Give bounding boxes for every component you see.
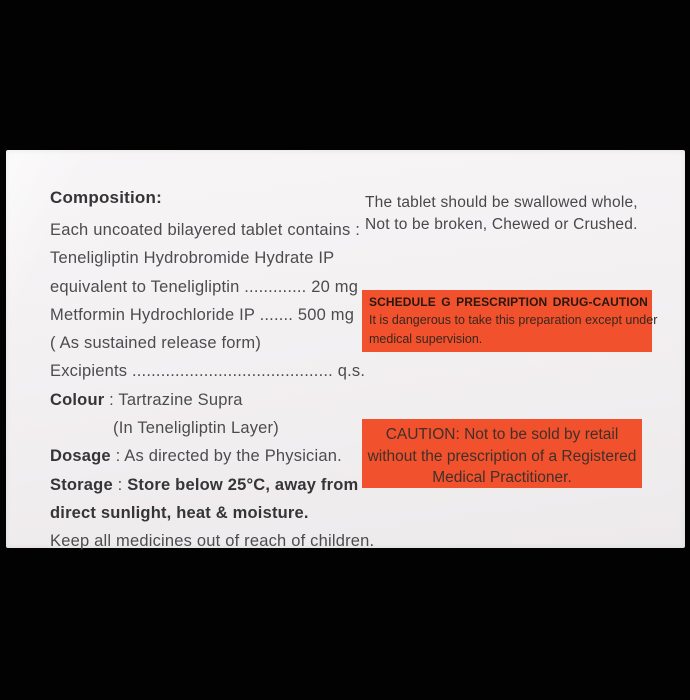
composition-line-label: Colour [50,390,105,409]
retail-caution-line: without the prescription of a Registered [367,447,637,465]
administration-note-line: The tablet should be swallowed whole, [365,194,638,211]
retail-caution-line: Medical Practitioner. [432,469,572,486]
composition-line-text: : As directed by the Physician. [110,447,342,466]
composition-line-text: Keep all medicines out of reach of children. [50,532,375,551]
composition-line [50,357,374,385]
schedule-g-warning-box [362,290,658,352]
composition-line [50,414,374,442]
composition-lines [50,216,374,556]
composition-line [50,244,374,272]
composition-line-label: direct sunlight, heat & moisture. [50,503,309,522]
label-panel [6,150,685,551]
administration-note [365,192,638,236]
administration-note-line: Not to be broken, Chewed or Crushed. [365,216,638,233]
composition-line-text: Excipients .......................................... q.s. [50,362,366,381]
composition-line [50,329,374,357]
retail-caution-box [362,419,642,488]
composition-line-text: : Tartrazine Supra [104,390,243,409]
composition-line-label: Dosage [50,447,111,466]
composition-line [50,442,374,470]
composition-line-text: (In Teneligliptin Layer) [113,419,279,438]
schedule-g-title: SCHEDULE G PRESCRIPTION DRUG-CAUTION [369,295,648,309]
composition-line-text: Each uncoated bilayered tablet contains : [50,221,360,239]
composition-line-text: equivalent to Teneligliptin ............. 20 mg [50,277,359,296]
composition-line-text: ( As sustained release form) [50,334,262,353]
composition-line [50,301,374,329]
schedule-g-body-line: medical supervision. [369,331,483,346]
schedule-g-body [369,311,658,348]
composition-line-label: Storage [50,475,113,494]
composition-line-label: Store below 25°C, away from [127,475,359,494]
composition-line [50,216,374,244]
composition-line [50,273,374,301]
retail-caution-text [362,424,642,489]
composition-line-text: Teneligliptin Hydrobromide Hydrate IP [50,249,335,268]
composition-line [50,499,374,527]
composition-heading: Composition: [50,188,162,207]
composition-line-text: : [112,475,128,494]
schedule-g-body-line: It is dangerous to take this preparation except under [369,313,658,327]
composition-line-text: Metformin Hydrochloride IP ....... 500 mg [50,305,355,324]
retail-caution-line: CAUTION: Not to be sold by retail [385,426,619,443]
composition-line [50,527,374,555]
composition-line [50,386,374,414]
composition-line [50,471,374,499]
